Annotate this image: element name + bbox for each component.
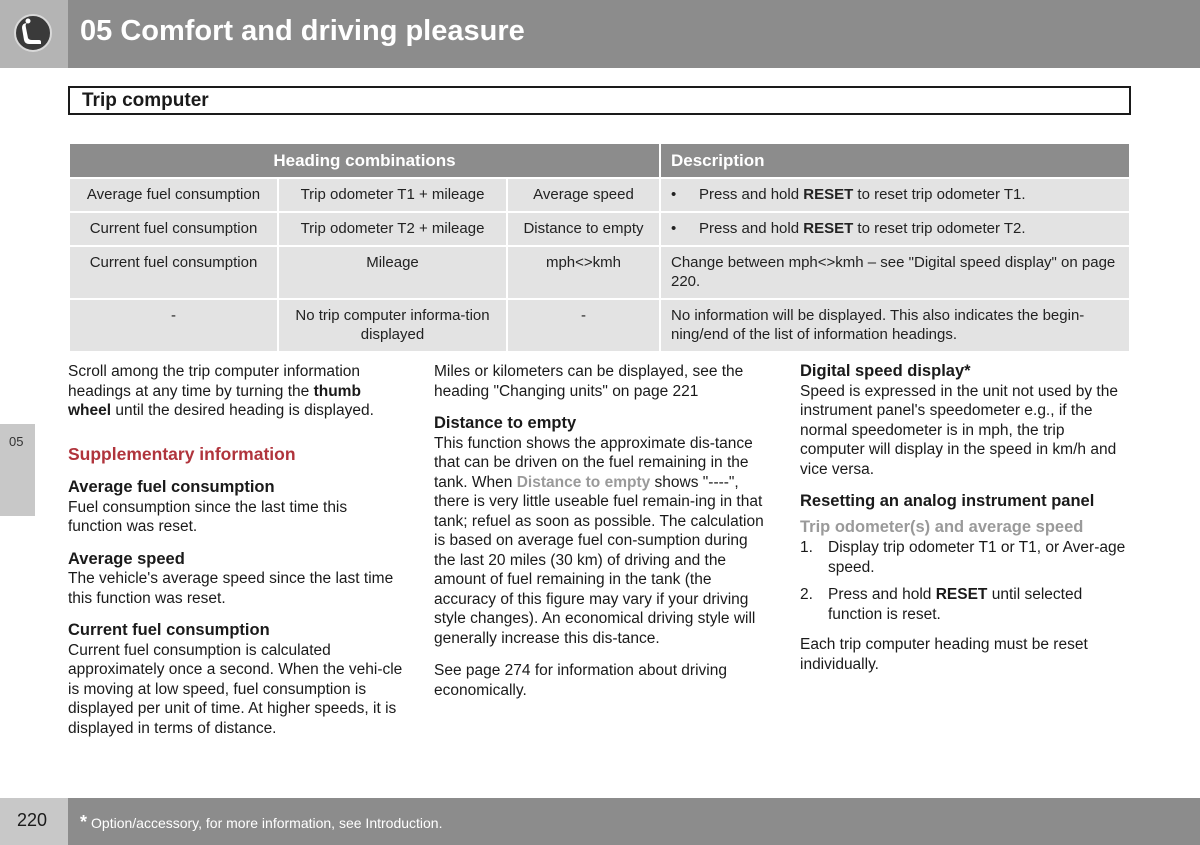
bullet-icon: • [671,220,677,237]
page-number: 220 [17,810,48,830]
table-cell-description [660,178,1130,212]
footnote-text: Option/accessory, for more information, see Introduction. [91,815,443,831]
footer-band [68,798,1200,845]
dte-text: shows "----", there is very little useable fuel remain-ing in that tank; refuel as soon as possible. The calculation is based on average fuel con-sumption during the last 20 miles (30 km) of driving and the amount of fuel remaining in the tank (the accuracy of this figure may vary if your driving style changes). An economical driving style will generally increase this dis-tance. [434,473,764,647]
see-page-paragraph: See page 274 for information about driving economically. [434,662,727,699]
dte-text: This function shows the approximate dis-tance that can be driven on the fuel remaining in the tank. When [434,434,753,491]
table-cell-description [660,212,1130,246]
table-cell: mph<>kmh [507,246,660,299]
table-cell: Trip odometer T1 + mileage [278,178,507,212]
table-cell: Current fuel consumption [69,246,278,299]
thumb-wheel-term: thumb wheel [68,382,361,419]
header-description: Description [660,143,1130,178]
table-cell-description: Change between mph<>kmh – see "Digital speed display" on page 220. [660,246,1130,299]
reset-analog-heading: Resetting an analog instrument panel [800,492,1095,510]
table-row [69,246,1130,299]
avg-fuel-text: Fuel consumption since the last time this function was reset. [68,498,348,535]
table-cell: Average fuel consumption [69,178,278,212]
reset-keyword: RESET [803,186,854,203]
distance-to-empty-term: Distance to empty [516,473,651,491]
asterisk-icon: * [80,812,88,832]
table-cell: Trip odometer T2 + mileage [278,212,507,246]
avg-fuel-heading: Average fuel consumption [68,478,275,496]
intro-text: until the desired heading is displayed. [111,402,374,419]
table-header-row [69,143,1130,178]
seat-icon [14,14,52,52]
bullet-icon: • [671,186,677,203]
current-fuel-text: Current fuel consumption is calculated approximately once a second. When the vehi-cle is moving at low speed, fuel consumption is displayed per unit of time. At higher speeds, it is displayed in terms of distance. [68,641,403,737]
chapter-title: 05 Comfort and driving pleasure [80,15,525,47]
digital-speed-text: Speed is expressed in the unit not used by the instrument panel's speedometer e.g., if the normal speedometer is in mph, the trip computer will display in the speed in km/h and vice versa. [800,382,1118,478]
current-fuel-heading: Current fuel consumption [68,621,270,639]
desc-text: Press and hold [699,186,804,203]
distance-to-empty-text [434,434,769,649]
list-item [800,538,1130,577]
table-row [69,299,1130,352]
distance-to-empty-heading: Distance to empty [434,414,577,432]
step-text: Display trip odometer T1 or T1, or Aver-age speed. [828,539,1126,576]
table-cell: Average speed [507,178,660,212]
table-cell: Distance to empty [507,212,660,246]
table-row [69,212,1130,246]
table-cell: No trip computer informa-tion displayed [278,299,507,352]
table-cell: Mileage [278,246,507,299]
step-number: 1. [800,539,813,556]
trip-computer-table [68,142,1131,353]
seat-icon-graphic [16,16,50,50]
text-column-2 [434,362,769,713]
page-number-box [0,798,68,845]
chapter-header [0,0,1200,68]
side-tab-label: 05 [9,434,24,449]
list-item [800,585,1130,624]
avg-speed-heading: Average speed [68,549,185,568]
section-title: Trip computer [82,90,209,111]
table-row [69,178,1130,212]
reset-steps-list [800,538,1130,624]
supplementary-heading: Supplementary information [68,443,296,464]
digital-speed-heading: Digital speed display* [800,362,971,380]
step-text: until selected function is reset. [828,586,1083,623]
intro-paragraph [68,362,403,421]
trip-odometer-subheading: Trip odometer(s) and average speed [800,517,1084,536]
desc-text: to reset trip odometer T1. [853,186,1026,203]
desc-text: Press and hold [699,220,804,237]
reset-keyword: RESET [803,220,854,237]
table-cell: - [507,299,660,352]
text-column-1 [68,362,403,751]
table-cell-description: No information will be displayed. This also indicates the begin-ning/end of the list of information headings. [660,299,1130,352]
intro-text: Scroll among the trip computer information headings at any time by turning the [68,363,361,400]
reset-individually-text: Each trip computer heading must be reset individually. [800,636,1088,673]
footnote [80,812,442,833]
text-column-3 [800,362,1130,687]
header-combinations: Heading combinations [69,143,660,178]
step-number: 2. [800,586,813,603]
units-paragraph: Miles or kilometers can be displayed, see the heading "Changing units" on page 221 [434,363,744,400]
header-icon-box [0,0,68,68]
section-title-box [68,86,1131,115]
table-cell: Current fuel consumption [69,212,278,246]
avg-speed-text: The vehicle's average speed since the last time this function was reset. [68,570,394,607]
table-cell: - [69,299,278,352]
step-text: Press and hold [828,586,936,603]
chapter-side-tab [0,424,35,516]
desc-text: to reset trip odometer T2. [853,220,1026,237]
reset-keyword: RESET [935,586,988,603]
